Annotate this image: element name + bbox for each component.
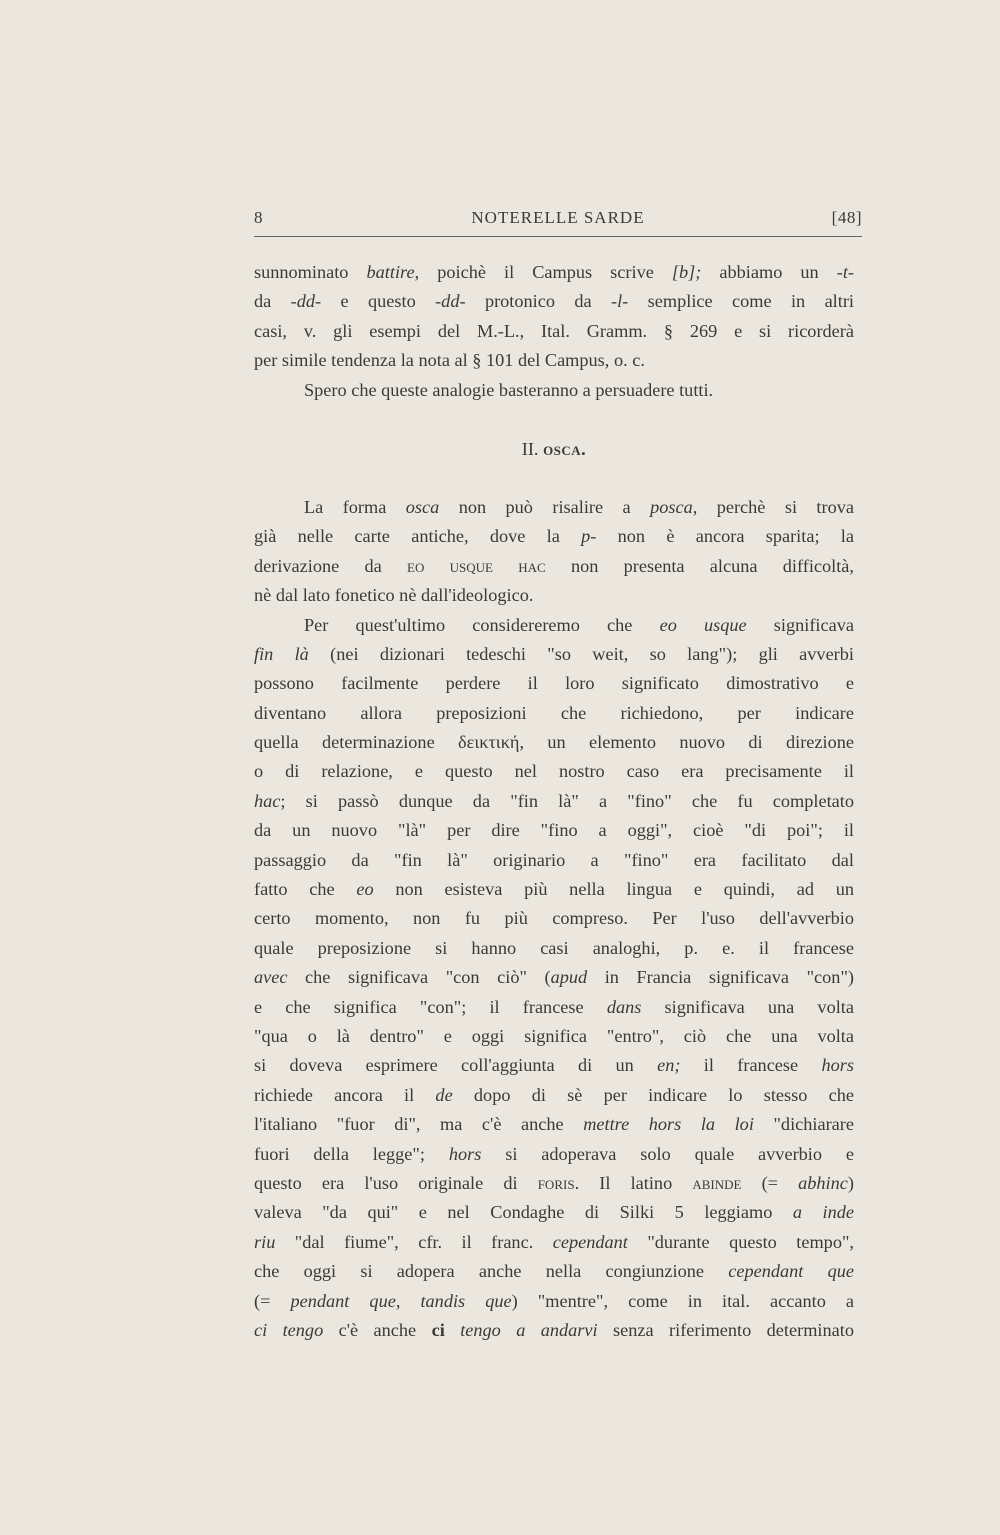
italic-run: de — [435, 1084, 453, 1105]
text-line — [254, 787, 854, 816]
text-run: protonico da — [465, 291, 612, 312]
italic-run: en; — [657, 1055, 681, 1076]
text-run: fuori della legge"; — [254, 1143, 449, 1164]
text-run: ; si passò dunque da "fin là" a "fino" che fu completato — [280, 790, 854, 811]
text-run: il francese — [680, 1055, 822, 1076]
text-run: (nei dizionari tedeschi "so weit, so lang"); gli avverbi — [308, 643, 854, 664]
page-number: 8 — [254, 208, 263, 227]
italic-run: -l- — [611, 291, 629, 312]
italic-run: eo — [356, 879, 374, 900]
text-line — [254, 1140, 854, 1169]
text-run: si doveva esprimere coll'aggiunta di un — [254, 1055, 658, 1076]
text-run: semplice come in altri — [628, 291, 855, 312]
italic-run: [b]; — [671, 262, 720, 282]
text-line — [254, 993, 854, 1022]
text-line: diventano allora preposizioni che richiedono, per indicare — [254, 702, 854, 723]
text-run: , un elemento nuovo di direzione — [519, 732, 854, 753]
text-run: La forma — [304, 496, 406, 517]
italic-run: abhinc — [798, 1172, 848, 1193]
text-line — [254, 1051, 854, 1080]
text-run: derivazione da — [254, 555, 408, 576]
text-run: dopo di sè per indicare lo stesso che — [452, 1084, 854, 1105]
running-header — [254, 208, 862, 237]
body-text — [254, 258, 854, 1345]
text-line: quale preposizione si hanno casi analoghi, p. e. il francese — [254, 937, 854, 958]
italic-run: -dd- — [290, 291, 322, 312]
text-run: significava — [746, 614, 854, 635]
text-run: significava una volta — [641, 996, 854, 1017]
text-run: fatto che — [254, 879, 357, 900]
text-line — [254, 1169, 854, 1198]
italic-run: osca — [405, 496, 440, 517]
italic-run: ci tengo — [254, 1319, 324, 1340]
italic-run: hac — [254, 790, 281, 811]
italic-run: apud — [550, 967, 588, 988]
text-line: Spero che queste analogie basteranno a persuadere tutti. — [304, 379, 714, 400]
text-run: Per quest'ultimo considereremo che — [304, 614, 660, 635]
text-line — [254, 611, 854, 640]
text-run: non presenta alcuna difficoltà, — [545, 555, 854, 576]
text-line: nè dal lato fonetico nè dall'ideologico. — [254, 585, 534, 606]
italic-run: mettre hors la loi — [583, 1114, 754, 1135]
text-run: senza riferimento determinato — [597, 1319, 854, 1340]
text-run: (= — [254, 1290, 291, 1311]
bold-run: ci — [431, 1319, 445, 1340]
text-run: "dal fiume", cfr. il franc. — [275, 1231, 553, 1252]
text-line: per simile tendenza la nota al § 101 del Campus, o. c. — [254, 350, 645, 371]
text-line — [254, 493, 854, 522]
italic-run: riu — [254, 1231, 276, 1252]
text-run: (= — [741, 1172, 799, 1193]
text-run: che significava "con ciò" ( — [287, 967, 551, 988]
text-run: , perchè si trova — [692, 496, 854, 517]
italic-run: dans — [606, 996, 642, 1017]
italic-run: -dd- — [435, 291, 466, 312]
text-run: ) — [847, 1172, 854, 1193]
text-run: non esisteva più nella lingua e quindi, ad un — [373, 879, 855, 900]
section-numeral: II. — [521, 438, 544, 459]
text-line: certo momento, non fu più compreso. Per l'uso dell'avverbio — [254, 908, 854, 929]
text-line — [254, 728, 854, 757]
text-run: abbiamo un — [719, 262, 837, 282]
italic-run: cependant — [552, 1231, 628, 1252]
italic-run: -t- — [836, 262, 855, 282]
text-line — [254, 1110, 854, 1139]
text-line — [254, 1257, 854, 1286]
italic-run: p- — [581, 526, 597, 547]
italic-run: battire — [366, 262, 415, 282]
italic-run: hors — [821, 1055, 854, 1076]
text-run: e questo — [321, 291, 436, 312]
smallcaps-run: foris — [537, 1172, 575, 1193]
italic-run: avec — [254, 967, 288, 988]
text-run: già nelle carte antiche, dove la — [254, 526, 582, 547]
text-run: da — [254, 291, 291, 312]
italic-run: pendant que, tandis que — [290, 1290, 512, 1311]
text-line — [254, 963, 854, 992]
italic-run: a inde — [792, 1202, 855, 1223]
text-line: da un nuovo "là" per dire "fino a oggi", cioè "di poi"; il — [254, 820, 854, 841]
text-line — [254, 1198, 854, 1227]
italic-run: eo usque — [659, 614, 747, 635]
italic-run: hors — [448, 1143, 482, 1164]
text-line: possono facilmente perdere il loro significato dimostrativo e — [254, 673, 854, 694]
smallcaps-run: eo usque hac — [407, 555, 546, 576]
running-title: NOTERELLE SARDE — [471, 208, 645, 227]
text-run: "durante questo tempo", — [627, 1231, 854, 1252]
text-line — [254, 1228, 854, 1257]
greek-run: δεικτική — [458, 732, 520, 753]
text-line — [254, 522, 854, 551]
text-line: o di relazione, e questo nel nostro caso era precisamente il — [254, 761, 854, 782]
text-run: in Francia significava "con") — [587, 967, 855, 988]
text-run: si adoperava solo quale avverbio e — [481, 1143, 854, 1164]
text-line — [254, 1316, 854, 1345]
text-line: casi, v. gli esempi del M.-L., Ital. Gramm. § 269 e si ricorderà — [254, 320, 854, 341]
italic-run: posca — [650, 496, 693, 517]
text-run: quella determinazione — [254, 732, 459, 753]
text-run: "dichiarare — [753, 1114, 854, 1135]
smallcaps-run: abinde — [692, 1172, 742, 1193]
text-line: passaggio da "fin là" originario a "fino" era facilitato dal — [254, 849, 854, 870]
section-title: osca. — [543, 438, 587, 459]
text-line — [254, 287, 854, 316]
text-run: non è ancora sparita; la — [596, 526, 854, 547]
text-line — [254, 1081, 854, 1110]
text-run: sunnominato — [254, 262, 367, 282]
text-line — [254, 640, 854, 669]
text-run: l'italiano "fuor di", ma c'è anche — [254, 1114, 584, 1135]
text-line — [254, 875, 854, 904]
text-run: questo era l'uso originale di — [254, 1172, 538, 1193]
text-run: valeva "da qui" e nel Condaghe di Silki 5 leggiamo — [254, 1202, 793, 1223]
text-line — [254, 552, 854, 581]
italic-run: tengo a andarvi — [460, 1319, 598, 1340]
text-run: c'è anche — [323, 1319, 432, 1340]
text-run: ) "mentre", come in ital. accanto a — [511, 1290, 855, 1311]
text-line — [254, 258, 854, 287]
page-reference: [48] — [831, 208, 862, 227]
italic-run: fin là — [254, 643, 309, 664]
text-run — [445, 1320, 460, 1340]
section-heading — [254, 405, 854, 493]
text-line: "qua o là dentro" e oggi significa "entro", ciò che una volta — [254, 1025, 854, 1046]
text-run: richiede ancora il — [254, 1084, 436, 1105]
text-line — [254, 1287, 854, 1316]
text-run: . Il latino — [574, 1172, 693, 1193]
text-run: , poichè il Campus scrive — [414, 262, 672, 282]
text-run: che oggi si adopera anche nella congiunzione — [254, 1261, 729, 1282]
text-run: non può risalire a — [439, 496, 651, 517]
italic-run: cependant que — [728, 1261, 854, 1282]
text-run: e che significa "con"; il francese — [254, 996, 607, 1017]
